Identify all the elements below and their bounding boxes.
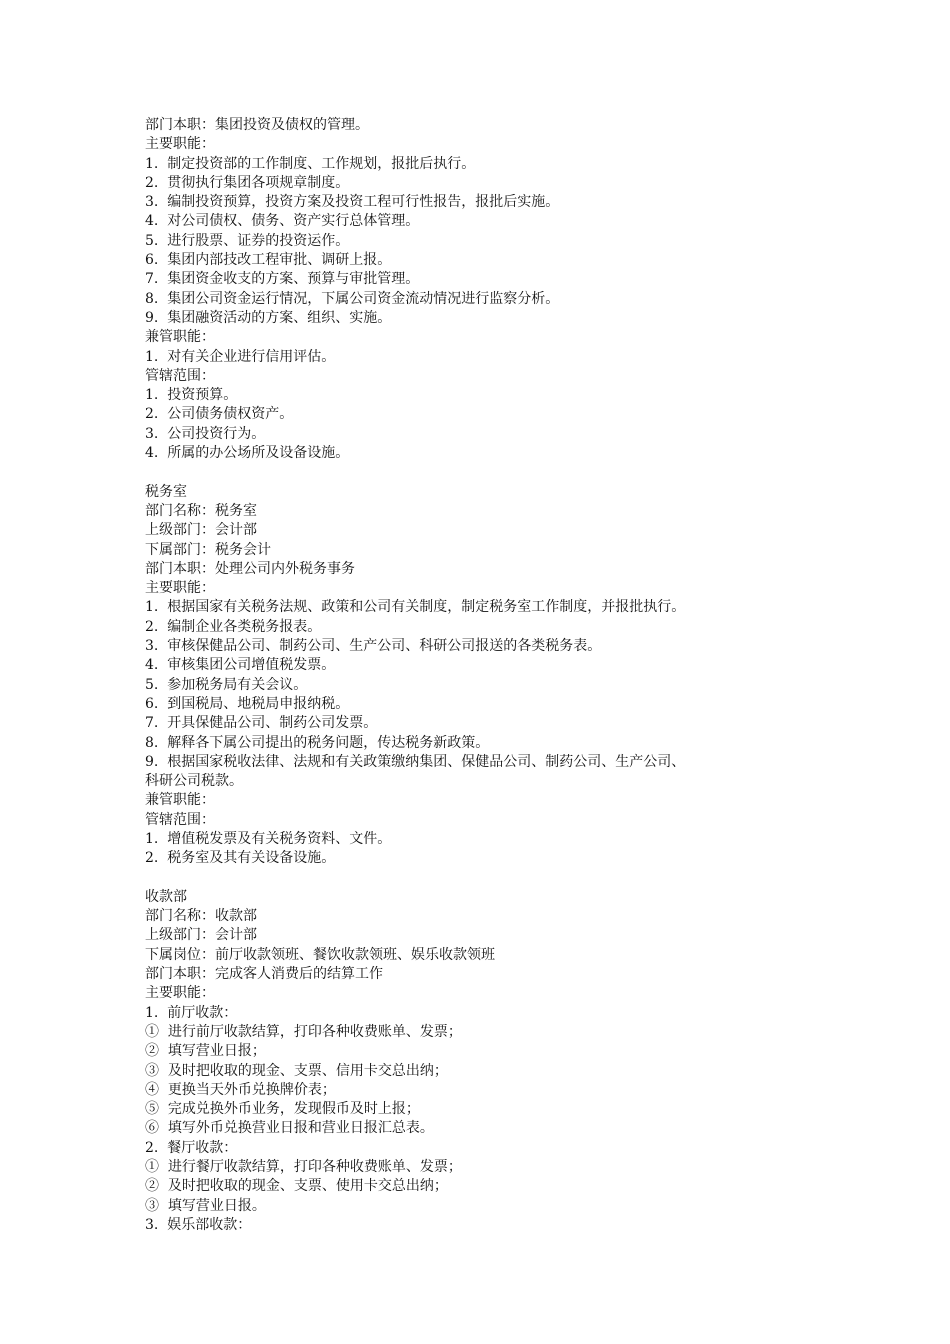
text-line: 4. 审核集团公司增值税发票。 (145, 657, 336, 674)
text-line: 3. 公司投资行为。 (145, 425, 266, 442)
text-line: 2. 餐厅收款： (145, 1139, 238, 1156)
section-investment (145, 116, 815, 463)
text-line: ② 填写营业日报； (145, 1043, 266, 1060)
text-line: 9. 集团融资活动的方案、组织、实施。 (145, 309, 392, 326)
text-line: 1. 增值税发票及有关税务资料、文件。 (145, 830, 392, 847)
text-line: ② 及时把收取的现金、支票、使用卡交总出纳； (145, 1178, 448, 1195)
text-line: 上级部门：会计部 (145, 522, 257, 539)
text-line: 3. 娱乐部收款： (145, 1216, 252, 1233)
section-tax-office (145, 483, 815, 869)
text-line: 主要职能： (145, 580, 215, 597)
text-line: 科研公司税款。 (145, 773, 243, 790)
text-line: 主要职能： (145, 136, 215, 153)
text-line: 7. 开具保健品公司、制药公司发票。 (145, 715, 378, 732)
text-line: 4. 所属的办公场所及设备设施。 (145, 445, 350, 462)
text-line: 1. 制定投资部的工作制度、工作规划，报批后执行。 (145, 155, 476, 172)
text-line: 6. 到国税局、地税局申报纳税。 (145, 695, 350, 712)
text-line: 1. 投资预算。 (145, 387, 238, 404)
text-line: ① 进行餐厅收款结算，打印各种收费账单、发票； (145, 1159, 462, 1176)
text-line: ① 进行前厅收款结算，打印各种收费账单、发票； (145, 1023, 462, 1040)
text-line: 1. 根据国家有关税务法规、政策和公司有关制度，制定税务室工作制度，并报批执行。 (145, 599, 686, 616)
text-line: 2. 编制企业各类税务报表。 (145, 618, 322, 635)
text-line: 7. 集团资金收支的方案、预算与审批管理。 (145, 271, 420, 288)
text-line: 5. 参加税务局有关会议。 (145, 676, 308, 693)
text-line: 管辖范围： (145, 811, 215, 828)
section-spacer (145, 869, 815, 888)
text-line: 上级部门：会计部 (145, 927, 257, 944)
text-line: 3. 编制投资预算，投资方案及投资工程可行性报告，报批后实施。 (145, 194, 560, 211)
document-body (145, 116, 815, 1235)
text-line: 兼管职能： (145, 329, 215, 346)
text-line: 下属部门：税务会计 (145, 541, 271, 558)
text-line: 6. 集团内部技改工程审批、调研上报。 (145, 252, 392, 269)
text-line: 8. 集团公司资金运行情况，下属公司资金流动情况进行监察分析。 (145, 290, 560, 307)
text-line: 2. 公司债务债权资产。 (145, 406, 294, 423)
section-heading: 收款部 (145, 888, 187, 905)
text-line: 主要职能： (145, 985, 215, 1002)
text-line: 部门本职：集团投资及债权的管理。 (145, 117, 369, 133)
text-line: ⑥ 填写外币兑换营业日报和营业日报汇总表。 (145, 1120, 434, 1137)
text-line: 3. 审核保健品公司、制药公司、生产公司、科研公司报送的各类税务表。 (145, 638, 602, 655)
section-heading: 税务室 (145, 483, 187, 500)
section-cashier (145, 888, 815, 1235)
text-line: 兼管职能： (145, 792, 215, 809)
text-line: 1. 对有关企业进行信用评估。 (145, 348, 336, 365)
text-line: 4. 对公司债权、债务、资产实行总体管理。 (145, 213, 420, 230)
text-line: 管辖范围： (145, 367, 215, 384)
text-line: ⑤ 完成兑换外币业务，发现假币及时上报； (145, 1101, 420, 1118)
text-line: 2. 贯彻执行集团各项规章制度。 (145, 174, 350, 191)
text-line: 9. 根据国家税收法律、法规和有关政策缴纳集团、保健品公司、制药公司、生产公司、 (145, 753, 686, 770)
text-line: ④ 更换当天外币兑换牌价表； (145, 1081, 336, 1098)
text-line: 下属岗位：前厅收款领班、餐饮收款领班、娱乐收款领班 (145, 946, 495, 963)
text-line: 部门本职：完成客人消费后的结算工作 (145, 966, 383, 983)
text-line: ③ 填写营业日报。 (145, 1197, 266, 1214)
text-line: 部门本职：处理公司内外税务事务 (145, 560, 355, 577)
text-line: 8. 解释各下属公司提出的税务问题，传达税务新政策。 (145, 734, 490, 751)
text-line: 部门名称：税务室 (145, 502, 257, 519)
text-line: 部门名称：收款部 (145, 908, 257, 925)
text-line: 2. 税务室及其有关设备设施。 (145, 850, 336, 867)
text-line: ③ 及时把收取的现金、支票、信用卡交总出纳； (145, 1062, 448, 1079)
section-spacer (145, 463, 815, 482)
text-line: 5. 进行股票、证券的投资运作。 (145, 232, 350, 249)
text-line: 1. 前厅收款： (145, 1004, 238, 1021)
